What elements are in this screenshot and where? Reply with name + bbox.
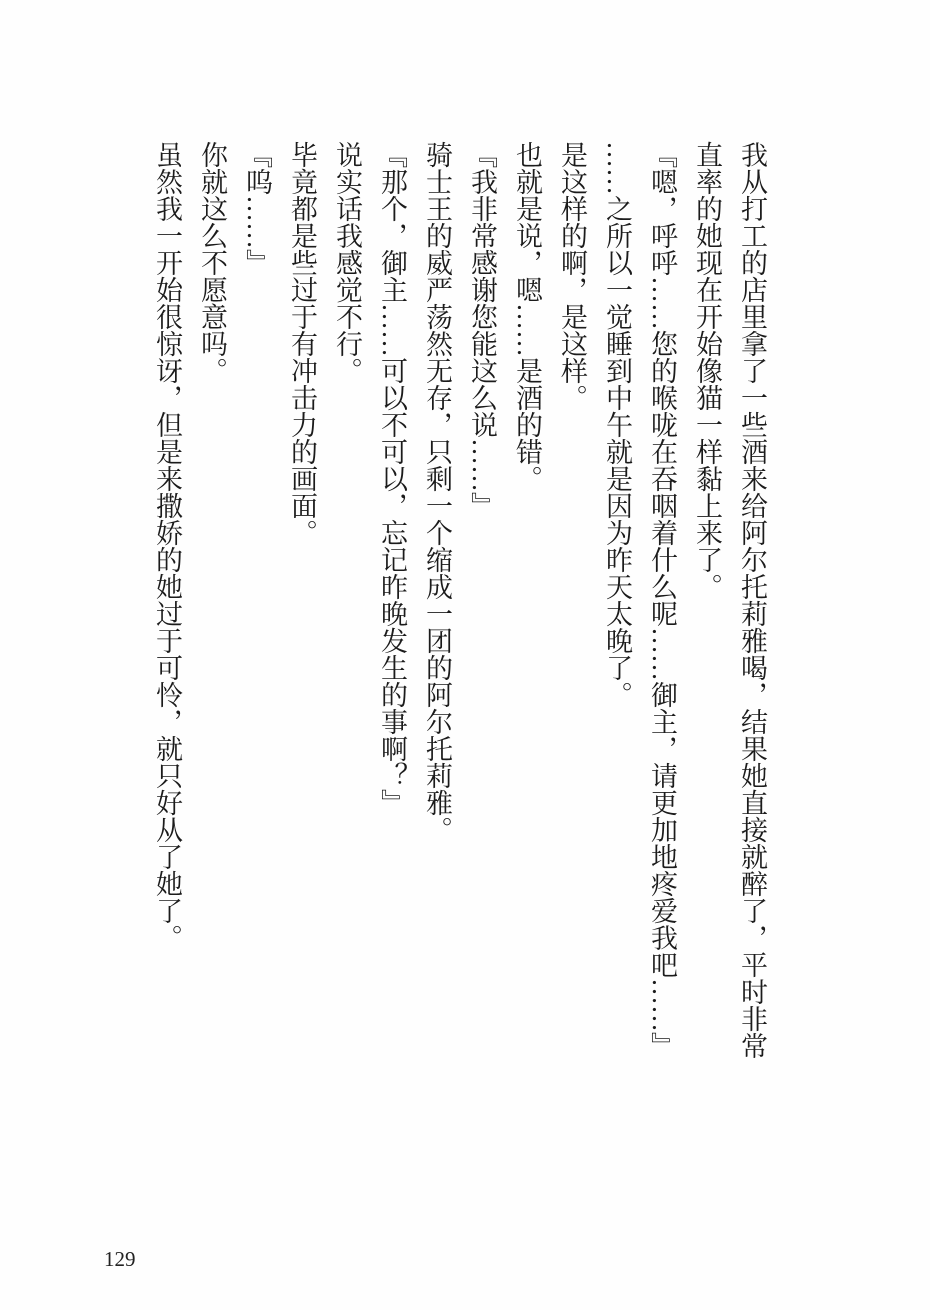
- page-number: 129: [104, 1247, 136, 1271]
- text-block: [144, 141, 774, 1063]
- paragraph: 『我非常感谢您能这么说……』: [467, 141, 497, 519]
- paragraph: 骑士王的威严荡然无存，只剩一个缩成一团的阿尔托莉雅。: [422, 141, 452, 843]
- paragraph: 『嗯，呼呼……您的喉咙在吞咽着什么呢……御主，请更加地疼爱我吧……』: [647, 141, 677, 1059]
- paragraph: 说实话我感觉不行。: [332, 141, 362, 384]
- paragraph: 是这样的啊，是这样。: [557, 141, 587, 411]
- paragraph: 『呜……』: [242, 141, 272, 276]
- paragraph: 『那个，御主……可以不可以，忘记昨晚发生的事啊？』: [377, 141, 407, 816]
- paragraph: 你就这么不愿意吗。: [197, 141, 227, 384]
- paragraph: ……之所以一觉睡到中午就是因为昨天太晚了。: [602, 141, 632, 708]
- paragraph: 毕竟都是些过于有冲击力的画面。: [287, 141, 317, 546]
- paragraph: 虽然我一开始很惊讶，但是来撒娇的她过于可怜，就只好从了她了。: [152, 141, 182, 951]
- paragraph: 也就是说，嗯……是酒的错。: [512, 141, 542, 492]
- paragraph: 我从打工的店里拿了一些酒来给阿尔托莉雅喝，结果她直接就醉了，平时非常直率的她现在开始像猫一样黏上来了。: [692, 141, 767, 1059]
